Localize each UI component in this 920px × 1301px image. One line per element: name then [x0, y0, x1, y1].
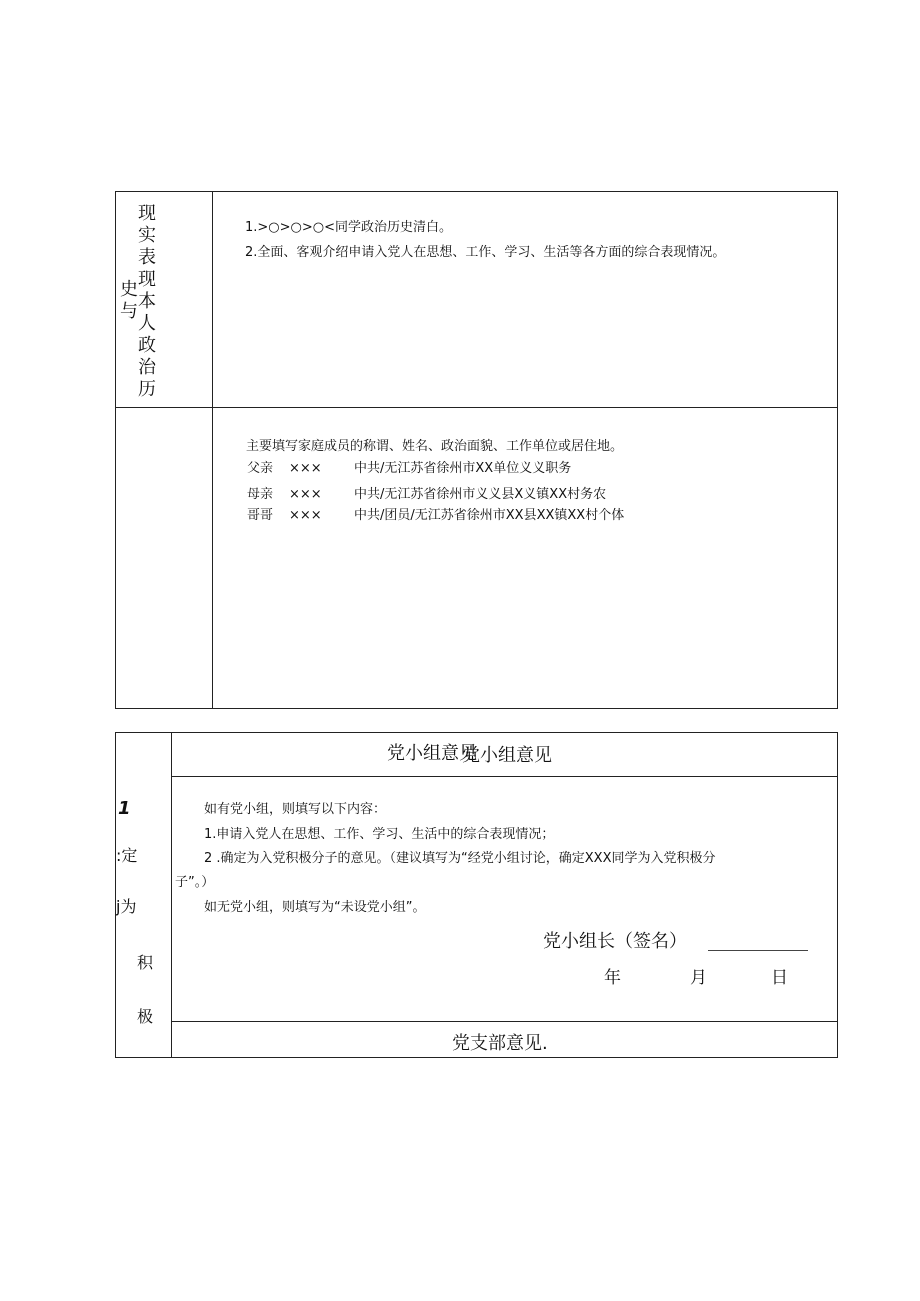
branch-header-divider [171, 1021, 838, 1022]
left-label-char: :定 [116, 846, 138, 865]
left-label-char: 积 [137, 953, 154, 972]
table2-column-divider [171, 732, 172, 1058]
label-char: 本 [138, 291, 156, 312]
date-year: 年 [604, 968, 621, 988]
table1-row-divider [115, 407, 838, 408]
group-leader-signature-label: 党小组长（签名） [543, 931, 687, 952]
group-instruction-5: 如无党小组，则填写为“未设党小组”。 [204, 900, 426, 915]
label-char: 人 [138, 313, 156, 334]
family-intro: 主要填写家庭成员的称谓、姓名、政治面貌、工作单位或居住地。 [246, 439, 624, 454]
left-label-char: j为 [116, 897, 137, 916]
history-line-2: 2.全面、客观介绍申请入党人在思想、工作、学习、生活等各方面的综合表现情况。 [245, 245, 726, 260]
group-opinion-header-overlap: 党小组意见 [462, 745, 552, 766]
party-opinion-table [115, 732, 838, 1058]
label-char: 现 [138, 203, 156, 224]
group-instruction-4: 子”。） [175, 875, 215, 890]
group-instruction-2: 1.申请入党人在思想、工作、学习、生活中的综合表现情况； [204, 827, 555, 842]
label-char: 史 [120, 279, 138, 300]
group-header-divider [171, 776, 838, 777]
table1-column-divider [212, 191, 213, 709]
family-relation: 父亲 [247, 461, 274, 476]
family-info: 中共/团员/无江苏省徐州市XX县XX镇XX村个体 [354, 508, 625, 523]
date-month: 月 [690, 968, 707, 988]
family-info: 中共/无江苏省徐州市XX单位义义职务 [354, 461, 572, 476]
family-relation: 哥哥 [247, 508, 274, 523]
label-char: 实 [138, 225, 156, 246]
row1-label-side [119, 281, 139, 325]
family-name: ××× [289, 508, 322, 523]
family-name: ××× [289, 461, 322, 476]
row1-label-main [137, 205, 157, 403]
label-char: 现 [138, 269, 156, 290]
history-line-1: 1.>○>○>○<同学政治历史清白。 [245, 220, 453, 235]
left-label-number: 1 [118, 798, 131, 819]
label-char: 历 [138, 379, 156, 400]
family-relation: 母亲 [247, 487, 274, 502]
label-char: 表 [138, 247, 156, 268]
label-char: 政 [138, 335, 156, 356]
group-instruction-3: 2 .确定为入党积极分子的意见。（建议填写为“经党小组讨论，确定XXX同学为入党积极分 [204, 851, 716, 866]
label-char: 治 [138, 357, 156, 378]
branch-opinion-header: 党支部意见. [452, 1033, 548, 1054]
family-info: 中共/无江苏省徐州市义义县X义镇XX村务农 [354, 487, 607, 502]
signature-line[interactable] [708, 950, 808, 951]
group-instruction-1: 如有党小组，则填写以下内容： [204, 802, 387, 817]
group-opinion-header: 党小组意见 [387, 743, 477, 764]
left-label-char: 极 [137, 1007, 154, 1026]
label-char: 与 [120, 301, 138, 322]
family-name: ××× [289, 487, 322, 502]
date-day: 日 [771, 968, 788, 988]
